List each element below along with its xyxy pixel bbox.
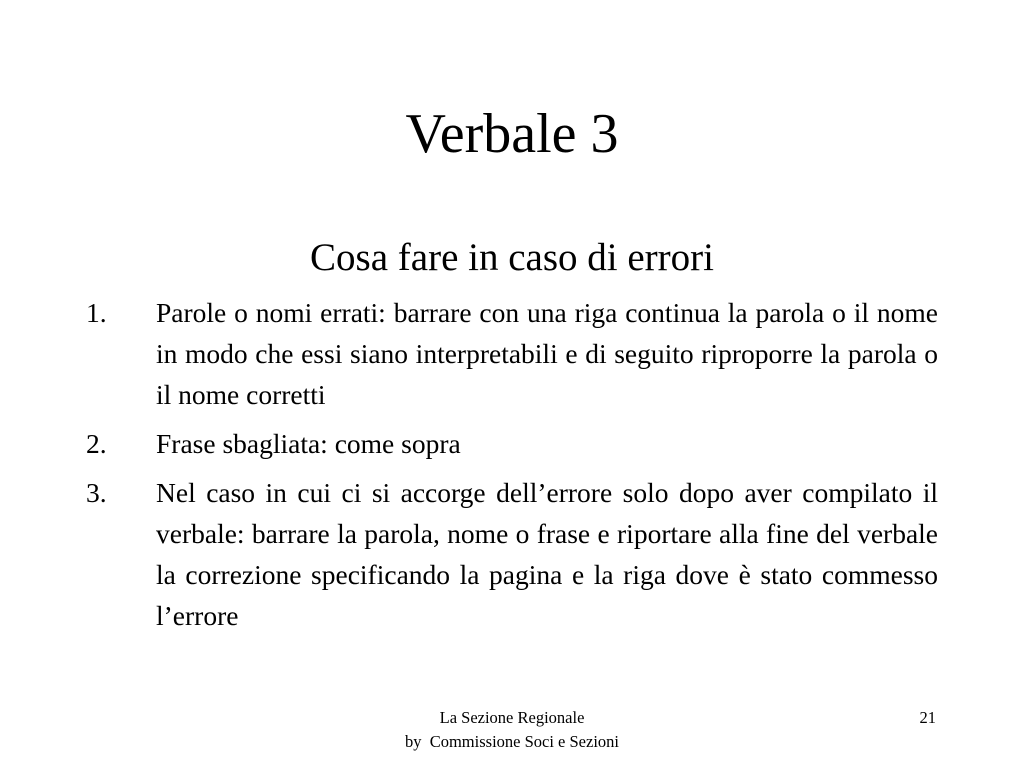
slide-title: Verbale 3: [405, 103, 619, 165]
list-item-number: 1.: [86, 297, 107, 328]
footer-line-1: La Sezione Regionale: [439, 708, 585, 727]
numbered-list: [86, 292, 938, 644]
footer-line-2: by Commissione Soci e Sezioni: [404, 732, 620, 751]
page-number: 21: [919, 708, 936, 727]
list-item-number: 2.: [86, 428, 107, 459]
list-item-text: Frase sbagliata: come sopra: [156, 428, 461, 459]
list-item-text: Parole o nomi errati: barrare con una riga continua la parola o il nome in modo che essi siano interpretabili e di seguito riproporre la parola o il nome corretti: [156, 297, 938, 410]
list-item: [86, 472, 938, 636]
slide-subtitle: Cosa fare in caso di errori: [310, 236, 714, 279]
list-item-number: 3.: [86, 477, 107, 508]
list-item: [86, 292, 938, 415]
list-item: [86, 423, 938, 464]
list-item-text: Nel caso in cui ci si accorge dell’errore solo dopo aver compilato il verbale: barrare la parola, nome o frase e riportare alla fine del verbale la correzione specificando la pagina e la riga dove è stato commesso l’errore: [156, 477, 938, 631]
footer-credits: [362, 706, 662, 754]
